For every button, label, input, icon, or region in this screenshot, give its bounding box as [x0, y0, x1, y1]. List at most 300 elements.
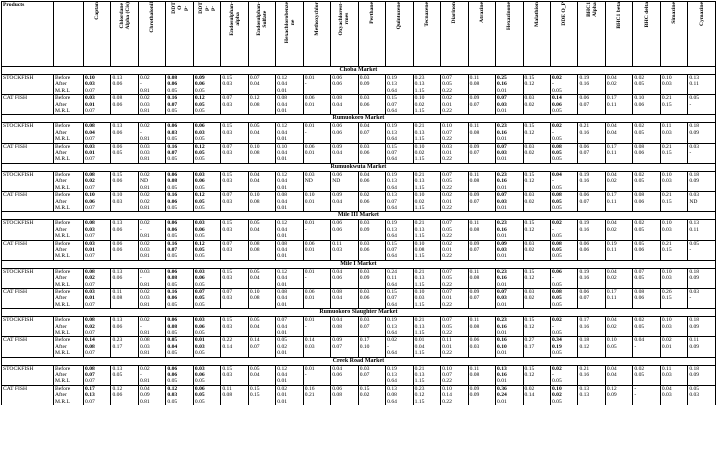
row-label: Before	[54, 192, 84, 199]
value-cell: 0.13	[386, 178, 413, 184]
value-cell: 0.07	[441, 220, 468, 227]
value-cell: 0.01	[276, 156, 303, 163]
value-cell: 0.08	[166, 324, 193, 330]
value-cell: 0.07	[276, 317, 303, 324]
value-cell	[605, 302, 632, 309]
value-cell: 0.10	[605, 337, 632, 344]
table-row	[2, 156, 716, 163]
value-cell: 0.05	[193, 150, 220, 156]
value-cell: 0.06	[358, 178, 385, 184]
value-cell: 0.15	[523, 75, 550, 82]
value-cell: 0.06	[331, 130, 358, 136]
value-cell: 0.03	[138, 102, 165, 108]
value-cell: 0.05	[111, 150, 138, 156]
value-cell: 0.16	[303, 385, 330, 392]
value-cell: 0.02	[138, 123, 165, 130]
value-cell: 1.15	[413, 350, 440, 357]
value-cell: -	[550, 227, 577, 233]
value-cell: -	[550, 81, 577, 87]
table-row	[2, 288, 716, 295]
value-cell: 0.05	[605, 344, 632, 350]
value-cell: 0.15	[523, 220, 550, 227]
value-cell: 0.05	[441, 178, 468, 184]
value-cell	[660, 136, 687, 143]
compound-header-label: BHC delta	[643, 2, 650, 28]
value-cell: -	[303, 81, 330, 87]
value-cell	[303, 156, 330, 163]
value-cell: 0.03	[331, 247, 358, 253]
value-cell: 0.06	[193, 324, 220, 330]
value-cell	[660, 399, 687, 405]
value-cell	[578, 302, 605, 309]
value-cell: 0.13	[111, 220, 138, 227]
value-cell: 0.04	[276, 199, 303, 205]
value-cell: 0.16	[496, 324, 523, 330]
value-cell: 0.13	[111, 268, 138, 275]
value-cell: 0.07	[84, 233, 111, 240]
value-cell: 0.22	[441, 108, 468, 115]
value-cell: 0.12	[605, 385, 632, 392]
value-cell	[331, 108, 358, 115]
value-cell: 0.15	[523, 317, 550, 324]
value-cell: 0.07	[441, 130, 468, 136]
value-cell: 0.02	[276, 344, 303, 350]
value-cell: 0.05	[550, 350, 577, 357]
value-cell: 0.02	[523, 102, 550, 108]
value-cell: 0.07	[84, 372, 111, 378]
value-cell: 0.03	[358, 240, 385, 247]
value-cell: 0.23	[496, 171, 523, 178]
value-cell: 0.03	[138, 247, 165, 253]
value-cell: 0.06	[166, 268, 193, 275]
value-cell	[358, 136, 385, 143]
value-cell: 0.12	[193, 95, 220, 102]
value-cell: 0.07	[496, 95, 523, 102]
value-cell: 0.11	[605, 102, 632, 108]
value-cell: 0.02	[550, 220, 577, 227]
value-cell	[248, 378, 275, 385]
value-cell	[358, 350, 385, 357]
value-cell	[605, 253, 632, 260]
value-cell: 0.08	[386, 392, 413, 398]
market-row	[2, 260, 716, 268]
value-cell: 1.15	[413, 156, 440, 163]
row-label: M.R.L	[54, 282, 84, 289]
value-cell: 0.16	[578, 130, 605, 136]
row-label: After	[54, 295, 84, 301]
value-cell: 0.15	[386, 288, 413, 295]
value-cell	[688, 282, 715, 289]
value-cell	[605, 88, 632, 95]
value-cell: 0.08	[276, 288, 303, 295]
value-cell: 0.05	[166, 88, 193, 95]
value-cell: 0.06	[331, 372, 358, 378]
value-cell: 0.22	[441, 253, 468, 260]
market-row	[2, 163, 716, 171]
value-cell: 0.34	[550, 337, 577, 344]
value-cell: 0.07	[468, 247, 495, 253]
value-cell: 0.08	[550, 288, 577, 295]
value-cell: 0.06	[111, 240, 138, 247]
value-cell: 0.05	[166, 330, 193, 337]
value-cell: 0.81	[138, 399, 165, 405]
value-cell: 0.02	[413, 199, 440, 205]
value-cell: 0.01	[276, 399, 303, 405]
value-cell: -	[550, 178, 577, 184]
value-cell	[633, 399, 660, 405]
value-cell: 0.04	[248, 372, 275, 378]
value-cell: 0.01	[496, 205, 523, 212]
value-cell	[660, 253, 687, 260]
market-name: Mile I Market	[2, 260, 716, 268]
value-cell: 0.16	[166, 95, 193, 102]
value-cell: 0.03	[221, 199, 248, 205]
value-cell: 0.07	[84, 330, 111, 337]
value-cell: 0.03	[688, 288, 715, 295]
value-cell: 0.03	[358, 317, 385, 324]
value-cell: 0.02	[550, 392, 577, 398]
value-cell: 0.64	[386, 88, 413, 95]
value-cell: 0.21	[660, 240, 687, 247]
value-cell: 0.08	[138, 337, 165, 344]
value-cell: 0.08	[166, 275, 193, 281]
value-cell: 0.11	[386, 275, 413, 281]
value-cell	[248, 88, 275, 95]
value-cell: 0.05	[550, 282, 577, 289]
value-cell: 0.03	[523, 240, 550, 247]
value-cell	[523, 350, 550, 357]
market-name: Rumuokoro Slaughter Market	[2, 309, 716, 317]
value-cell	[633, 233, 660, 240]
value-cell: 0.06	[166, 81, 193, 87]
value-cell: 0.05	[193, 199, 220, 205]
value-cell: 0.01	[496, 136, 523, 143]
value-cell: 0.05	[550, 247, 577, 253]
value-cell: 0.12	[523, 178, 550, 184]
value-cell: 0.04	[248, 178, 275, 184]
value-cell: 0.10	[660, 171, 687, 178]
table-row	[2, 350, 716, 357]
compound-header-label: Perthane	[368, 2, 375, 24]
value-cell: 1.15	[413, 302, 440, 309]
value-cell: 0.10	[248, 288, 275, 295]
value-cell: 0.09	[193, 75, 220, 82]
value-cell	[468, 108, 495, 115]
value-cell: 0.11	[468, 75, 495, 82]
value-cell: 0.09	[358, 275, 385, 281]
value-cell	[111, 378, 138, 385]
value-cell	[331, 330, 358, 337]
value-cell: 0.04	[605, 130, 632, 136]
value-cell: 0.07	[468, 199, 495, 205]
value-cell	[523, 205, 550, 212]
value-cell: 0.03	[303, 344, 330, 350]
value-cell: 0.03	[193, 317, 220, 324]
value-cell: 0.05	[193, 136, 220, 143]
value-cell: 0.03	[688, 192, 715, 199]
value-cell: 0.04	[276, 324, 303, 330]
value-cell	[578, 185, 605, 192]
value-cell: 0.07	[84, 136, 111, 143]
value-cell: 0.07	[84, 108, 111, 115]
value-cell: 0.08	[166, 178, 193, 184]
value-cell: 0.05	[193, 302, 220, 309]
row-label: After	[54, 227, 84, 233]
value-cell: 0.05	[193, 205, 220, 212]
value-cell: 0.04	[331, 268, 358, 275]
value-cell: 0.07	[496, 288, 523, 295]
value-cell: 0.03	[660, 227, 687, 233]
value-cell	[688, 88, 715, 95]
value-cell: 0.03	[358, 288, 385, 295]
product-name	[2, 399, 54, 405]
value-cell: 0.01	[441, 247, 468, 253]
value-cell: 0.16	[578, 372, 605, 378]
value-cell: 0.10	[358, 344, 385, 350]
value-cell: 0.81	[138, 185, 165, 192]
value-cell: 0.03	[660, 81, 687, 87]
value-cell: 0.03	[221, 102, 248, 108]
value-cell: 0.01	[441, 199, 468, 205]
value-cell: 0.04	[276, 178, 303, 184]
value-cell: 0.01	[496, 282, 523, 289]
value-cell: 0.07	[441, 372, 468, 378]
table-row	[2, 108, 716, 115]
value-cell: 0.02	[413, 102, 440, 108]
value-cell	[303, 88, 330, 95]
row-label: After	[54, 102, 84, 108]
product-name: CAT FISH	[2, 288, 54, 295]
value-cell: 0.13	[413, 130, 440, 136]
value-cell	[605, 350, 632, 357]
compound-header-label: DDT p- p-	[198, 2, 217, 14]
value-cell: 0.03	[221, 247, 248, 253]
value-cell: 0.02	[605, 227, 632, 233]
row-label: After	[54, 150, 84, 156]
value-cell: 0.07	[358, 372, 385, 378]
value-cell: 0.03	[358, 220, 385, 227]
value-cell: 0.09	[331, 143, 358, 150]
value-cell	[523, 185, 550, 192]
value-cell: 0.06	[111, 247, 138, 253]
value-cell: 0.15	[660, 102, 687, 108]
value-cell: -	[550, 130, 577, 136]
value-cell: 0.12	[523, 324, 550, 330]
compound-header-label: DDE O_P	[561, 2, 568, 26]
value-cell	[111, 156, 138, 163]
value-cell: 0.10	[303, 192, 330, 199]
value-cell: 0.03	[660, 392, 687, 398]
value-cell: 0.64	[386, 399, 413, 405]
value-cell: 0.19	[578, 268, 605, 275]
table-row	[2, 220, 716, 227]
value-cell: 0.14	[248, 337, 275, 344]
value-cell: 0.07	[84, 302, 111, 309]
value-cell	[633, 282, 660, 289]
value-cell: 0.02	[138, 95, 165, 102]
value-cell: 1.15	[413, 205, 440, 212]
value-cell: 0.04	[84, 130, 111, 136]
value-cell: 0.08	[468, 81, 495, 87]
value-cell	[660, 185, 687, 192]
compound-header-label: Simazine	[671, 2, 678, 24]
value-cell	[248, 233, 275, 240]
value-cell: 0.01	[276, 253, 303, 260]
value-cell: 0.01	[303, 150, 330, 156]
row-label: M.R.L	[54, 108, 84, 115]
table-row	[2, 268, 716, 275]
value-cell: 0.21	[578, 365, 605, 372]
value-cell	[468, 205, 495, 212]
value-cell: 0.02	[605, 275, 632, 281]
value-cell: 0.15	[111, 171, 138, 178]
compound-header	[633, 2, 660, 67]
value-cell: 0.04	[248, 81, 275, 87]
value-cell: 0.15	[660, 150, 687, 156]
row-label: M.R.L	[54, 302, 84, 309]
value-cell	[633, 302, 660, 309]
value-cell: 0.03	[138, 295, 165, 301]
value-cell: 0.22	[221, 337, 248, 344]
value-cell: 0.08	[468, 130, 495, 136]
value-cell: 0.21	[413, 365, 440, 372]
market-row	[2, 309, 716, 317]
value-cell: 0.04	[633, 337, 660, 344]
compound-header	[441, 2, 468, 67]
value-cell: 0.05	[633, 81, 660, 87]
value-cell	[523, 136, 550, 143]
product-name: STOCKFISH	[2, 220, 54, 227]
value-cell: 0.36	[496, 385, 523, 392]
table-row	[2, 233, 716, 240]
value-cell: 0.01	[303, 102, 330, 108]
value-cell: 0.02	[633, 75, 660, 82]
value-cell: 0.01	[276, 330, 303, 337]
value-cell: 0.05	[166, 378, 193, 385]
value-cell: 0.13	[84, 392, 111, 398]
value-cell: 0.81	[138, 253, 165, 260]
value-cell: 0.05	[550, 302, 577, 309]
compound-header	[193, 2, 220, 67]
row-label: After	[54, 324, 84, 330]
row-label: M.R.L	[54, 378, 84, 385]
value-cell: 0.64	[386, 233, 413, 240]
value-cell: 0.05	[550, 205, 577, 212]
value-cell: 0.02	[523, 385, 550, 392]
product-name	[2, 282, 54, 289]
value-cell: 0.03	[84, 240, 111, 247]
value-cell: 0.11	[468, 317, 495, 324]
value-cell	[303, 282, 330, 289]
row-label: M.R.L	[54, 350, 84, 357]
product-name: STOCKFISH	[2, 365, 54, 372]
value-cell: 0.03	[84, 143, 111, 150]
value-cell: 0.06	[193, 178, 220, 184]
value-cell: 0.05	[441, 324, 468, 330]
value-cell: 0.15	[523, 365, 550, 372]
value-cell: 0.10	[413, 95, 440, 102]
value-cell	[633, 108, 660, 115]
compound-header-label: Chlordane Alpha (Cis)	[118, 2, 131, 30]
value-cell: 0.05	[248, 365, 275, 372]
value-cell: 0.01	[84, 295, 111, 301]
value-cell	[605, 156, 632, 163]
value-cell: 0.12	[193, 192, 220, 199]
value-cell: 0.07	[386, 199, 413, 205]
value-cell: 0.19	[605, 240, 632, 247]
value-cell: 0.07	[441, 75, 468, 82]
value-cell	[468, 185, 495, 192]
value-cell: 0.05	[193, 330, 220, 337]
value-cell	[578, 399, 605, 405]
value-cell: 0.02	[138, 365, 165, 372]
value-cell: 0.13	[413, 324, 440, 330]
value-cell	[633, 136, 660, 143]
value-cell	[221, 330, 248, 337]
value-cell: 0.06	[166, 317, 193, 324]
value-cell: 0.03	[523, 192, 550, 199]
value-cell: 0.10	[276, 143, 303, 150]
value-cell	[660, 156, 687, 163]
value-cell: 0.06	[578, 247, 605, 253]
row-label: Before	[54, 288, 84, 295]
value-cell: 1.15	[413, 233, 440, 240]
value-cell: -	[633, 392, 660, 398]
value-cell: 0.12	[276, 220, 303, 227]
value-cell: 0.22	[441, 136, 468, 143]
table-row	[2, 88, 716, 95]
value-cell: -	[633, 385, 660, 392]
value-cell: 0.15	[523, 171, 550, 178]
value-cell: 0.06	[331, 75, 358, 82]
value-cell: 1.15	[413, 330, 440, 337]
value-cell: 0.03	[688, 392, 715, 398]
value-cell: 0.03	[166, 130, 193, 136]
value-cell: 0.03	[193, 344, 220, 350]
value-cell: 0.05	[633, 178, 660, 184]
value-cell	[331, 185, 358, 192]
value-cell	[248, 330, 275, 337]
value-cell	[111, 108, 138, 115]
value-cell: 0.04	[248, 130, 275, 136]
value-cell: 0.05	[166, 185, 193, 192]
row-label: M.R.L	[54, 399, 84, 405]
value-cell: -	[633, 344, 660, 350]
value-cell: 0.02	[138, 75, 165, 82]
value-cell: 0.64	[386, 253, 413, 260]
value-cell: 0.11	[221, 385, 248, 392]
value-cell: 0.16	[496, 81, 523, 87]
value-cell: 0.12	[248, 95, 275, 102]
value-cell: 0.16	[496, 227, 523, 233]
product-name: STOCKFISH	[2, 75, 54, 82]
value-cell: 0.14	[441, 392, 468, 398]
value-cell: 0.06	[303, 95, 330, 102]
product-name	[2, 330, 54, 337]
value-cell: 0.81	[138, 330, 165, 337]
value-cell: 0.03	[496, 247, 523, 253]
value-cell: 0.22	[441, 156, 468, 163]
value-cell	[248, 350, 275, 357]
value-cell: 0.09	[468, 95, 495, 102]
value-cell	[303, 205, 330, 212]
value-cell	[221, 302, 248, 309]
value-cell: 0.01	[496, 233, 523, 240]
row-label: Before	[54, 268, 84, 275]
table-row	[2, 192, 716, 199]
value-cell: 0.08	[84, 268, 111, 275]
value-cell: 0.06	[111, 275, 138, 281]
